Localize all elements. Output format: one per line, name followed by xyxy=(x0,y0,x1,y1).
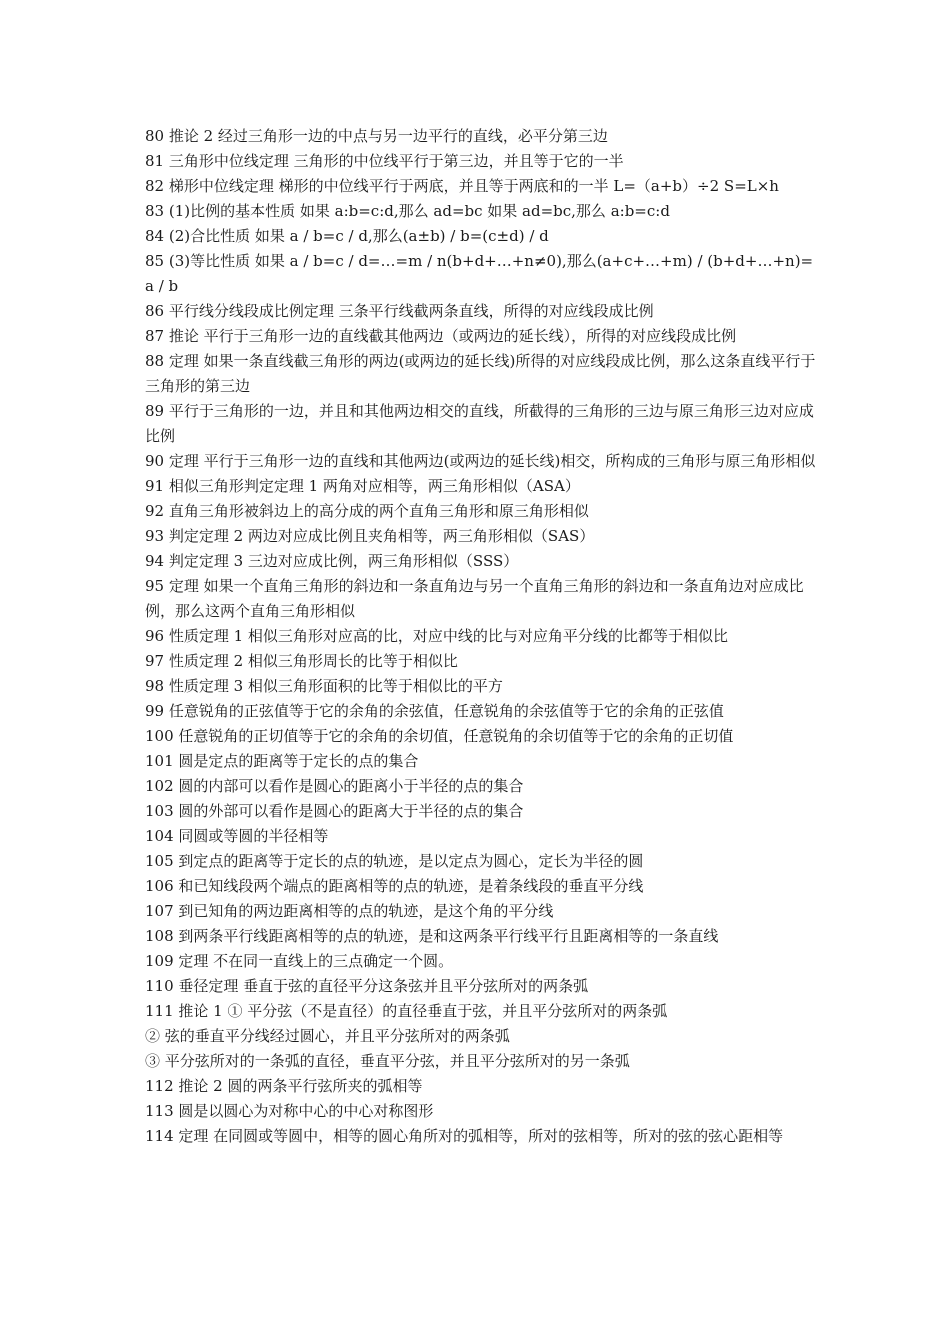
text-line: 88 定理 如果一条直线截三角形的两边(或两边的延长线)所得的对应线段成比例，那么这条直线平行于三角形的第三边 xyxy=(145,352,816,395)
text-line: 112 推论 2 圆的两条平行弦所夹的弧相等 xyxy=(145,1077,423,1095)
text-line: 80 推论 2 经过三角形一边的中点与另一边平行的直线，必平分第三边 xyxy=(145,127,608,145)
text-line: 83 (1)比例的基本性质 如果 a:b=c:d,那么 ad=bc 如果 ad=bc,那么 a:b=c:d xyxy=(145,202,670,220)
text-line: 98 性质定理 3 相似三角形面积的比等于相似比的平方 xyxy=(145,677,503,695)
text-line: 94 判定定理 3 三边对应成比例，两三角形相似（SSS） xyxy=(145,552,519,570)
text-line: 87 推论 平行于三角形一边的直线截其他两边（或两边的延长线），所得的对应线段成比例 xyxy=(145,327,737,345)
text-line: 82 梯形中位线定理 梯形的中位线平行于两底，并且等于两底和的一半 L=（a+b）÷2 S=L×h xyxy=(145,177,779,195)
text-line: 111 推论 1 ① 平分弦（不是直径）的直径垂直于弦，并且平分弦所对的两条弧 xyxy=(145,1002,668,1020)
text-line: ③ 平分弦所对的一条弧的直径，垂直平分弦，并且平分弦所对的另一条弧 xyxy=(145,1052,630,1070)
text-line: 85 (3)等比性质 如果 a / b=c / d=…=m / n(b+d+…+n≠0),那么(a+c+…+m) / (b+d+…+n)=a / b xyxy=(145,252,814,295)
text-line: 95 定理 如果一个直角三角形的斜边和一条直角边与另一个直角三角形的斜边和一条直角边对应成比例，那么这两个直角三角形相似 xyxy=(145,577,804,620)
document-body xyxy=(145,124,817,1149)
text-line: 91 相似三角形判定定理 1 两角对应相等，两三角形相似（ASA） xyxy=(145,477,580,495)
text-line: 81 三角形中位线定理 三角形的中位线平行于第三边，并且等于它的一半 xyxy=(145,152,624,170)
text-line: 109 定理 不在同一直线上的三点确定一个圆。 xyxy=(145,952,454,970)
text-line: 99 任意锐角的正弦值等于它的余角的余弦值，任意锐角的余弦值等于它的余角的正弦值 xyxy=(145,702,724,720)
text-line: 108 到两条平行线距离相等的点的轨迹，是和这两条平行线平行且距离相等的一条直线 xyxy=(145,927,719,945)
text-line: ② 弦的垂直平分线经过圆心，并且平分弦所对的两条弧 xyxy=(145,1027,510,1045)
text-line: 107 到已知角的两边距离相等的点的轨迹，是这个角的平分线 xyxy=(145,902,554,920)
text-line: 102 圆的内部可以看作是圆心的距离小于半径的点的集合 xyxy=(145,777,524,795)
text-line: 93 判定定理 2 两边对应成比例且夹角相等，两三角形相似（SAS） xyxy=(145,527,595,545)
text-line: 103 圆的外部可以看作是圆心的距离大于半径的点的集合 xyxy=(145,802,524,820)
text-line: 97 性质定理 2 相似三角形周长的比等于相似比 xyxy=(145,652,458,670)
text-line: 89 平行于三角形的一边，并且和其他两边相交的直线，所截得的三角形的三边与原三角形三边对应成比例 xyxy=(145,402,814,445)
text-line: 106 和已知线段两个端点的距离相等的点的轨迹，是着条线段的垂直平分线 xyxy=(145,877,644,895)
text-line: 86 平行线分线段成比例定理 三条平行线截两条直线，所得的对应线段成比例 xyxy=(145,302,654,320)
text-line: 100 任意锐角的正切值等于它的余角的余切值，任意锐角的余切值等于它的余角的正切值 xyxy=(145,727,734,745)
text-line: 101 圆是定点的距离等于定长的点的集合 xyxy=(145,752,419,770)
text-line: 105 到定点的距离等于定长的点的轨迹，是以定点为圆心，定长为半径的圆 xyxy=(145,852,644,870)
text-line: 90 定理 平行于三角形一边的直线和其他两边(或两边的延长线)相交，所构成的三角形与原三角形相似 xyxy=(145,452,816,470)
text-line: 96 性质定理 1 相似三角形对应高的比，对应中线的比与对应角平分线的比都等于相似比 xyxy=(145,627,728,645)
text-line: 104 同圆或等圆的半径相等 xyxy=(145,827,329,845)
text-line: 84 (2)合比性质 如果 a / b=c / d,那么(a±b) / b=(c±d) / d xyxy=(145,227,549,245)
text-line: 114 定理 在同圆或等圆中，相等的圆心角所对的弧相等，所对的弦相等，所对的弦的弦心距相等 xyxy=(145,1127,784,1145)
text-line: 92 直角三角形被斜边上的高分成的两个直角三角形和原三角形相似 xyxy=(145,502,589,520)
text-line: 113 圆是以圆心为对称中心的中心对称图形 xyxy=(145,1102,434,1120)
text-line: 110 垂径定理 垂直于弦的直径平分这条弦并且平分弦所对的两条弧 xyxy=(145,977,589,995)
